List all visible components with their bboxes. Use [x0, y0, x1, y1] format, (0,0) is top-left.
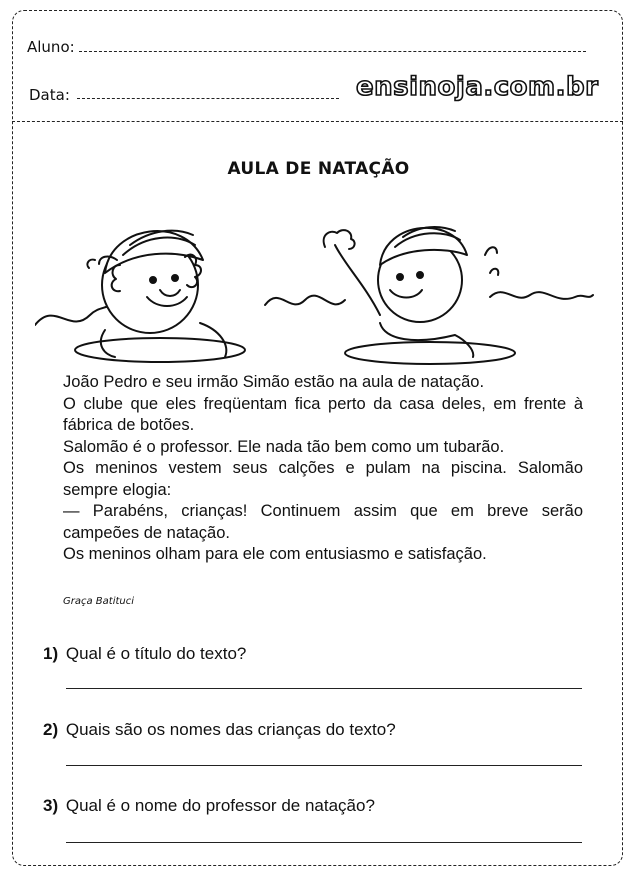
- question-3: [43, 796, 375, 816]
- author-credit: Graça Batituci: [63, 596, 135, 607]
- story-paragraph: Os meninos olham para ele com entusiasmo e satisfação.: [63, 545, 487, 563]
- story-paragraph: João Pedro e seu irmão Simão estão na aula de natação.: [63, 373, 485, 391]
- date-label: Data:: [29, 86, 70, 104]
- date-field[interactable]: [77, 98, 339, 99]
- two-kids-swimming-illustration: [35, 205, 595, 365]
- question-number: 1): [43, 644, 59, 663]
- student-label: Aluno:: [27, 38, 75, 56]
- story-paragraph-text: O clube que eles freqüentam fica perto da casa deles, em frente à fábrica de botões.: [63, 394, 583, 434]
- story-paragraph: — Parabéns, crianças! Continuem assim que em breve serão campeões de natação.: [63, 502, 583, 542]
- question-number: 2): [43, 720, 59, 739]
- answer-line-1[interactable]: [66, 688, 582, 689]
- brand-logo: ensinoja.com.br: [356, 72, 599, 102]
- story-paragraph: Salomão é o professor. Ele nada tão bem como um tubarão.: [63, 437, 505, 456]
- story-paragraph: [63, 394, 583, 437]
- header-divider: [12, 121, 623, 122]
- question-text: Quais são os nomes das crianças do texto?: [65, 720, 396, 739]
- answer-line-3[interactable]: [66, 842, 582, 843]
- question-2: [43, 720, 396, 740]
- story-text: [63, 372, 583, 566]
- question-text: Qual é o título do texto?: [65, 644, 247, 663]
- question-1: [43, 644, 246, 664]
- story-paragraph: Os meninos vestem seus calções e pulam na piscina. Salomão sempre elogia:: [63, 459, 583, 499]
- worksheet-title: AULA DE NATAÇÃO: [227, 159, 410, 179]
- question-number: 3): [43, 796, 59, 815]
- student-name-field[interactable]: [79, 51, 586, 52]
- answer-line-2[interactable]: [66, 765, 582, 766]
- question-text: Qual é o nome do professor de natação?: [65, 796, 375, 815]
